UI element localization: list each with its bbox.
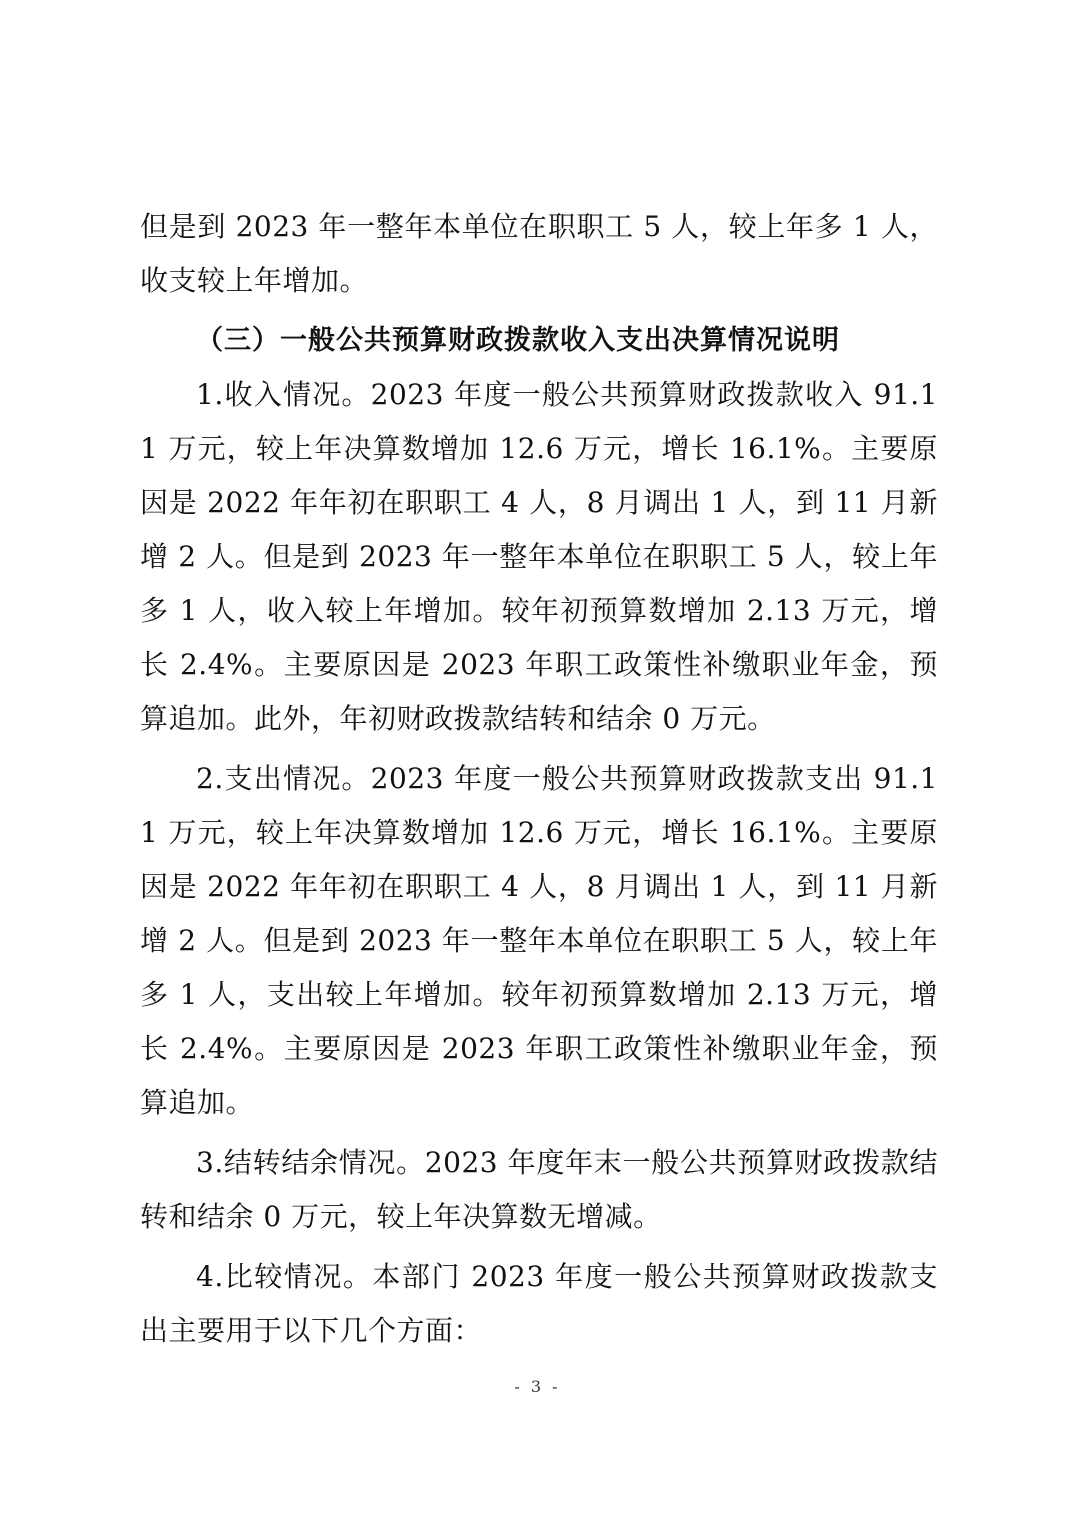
paragraph-comparison: 4.比较情况。本部门 2023 年度一般公共预算财政拨款支出主要用于以下几个方面： [140, 1260, 938, 1347]
document-body [140, 200, 938, 1358]
paragraph-income: 1.收入情况。2023 年度一般公共预算财政拨款收入 91.11 万元，较上年决算数增加 12.6 万元，增长 16.1%。主要原因是 2022 年年初在职职工 4 人，8 月调出 1 人，到 11 月新增 2 人。但是到 2023 年一整年本单位在职职工 5 人，较上年多 1 人，收入较上年增加。较年初预算数增加 2.13 万元，增长 2.4%。主要原因是 2023 年职工政策性补缴职业年金，预算追加。此外，年初财政拨款结转和结余 0 万元。 [140, 378, 938, 735]
page-number: - 3 - [514, 1377, 561, 1396]
paragraph-continuation: 但是到 2023 年一整年本单位在职职工 5 人，较上年多 1 人，收支较上年增加。 [140, 210, 938, 297]
paragraph-carryover: 3.结转结余情况。2023 年度年末一般公共预算财政拨款结转和结余 0 万元，较上年决算数无增减。 [140, 1146, 938, 1233]
section-heading: （三）一般公共预算财政拨款收入支出决算情况说明 [196, 325, 840, 356]
paragraph-expenditure: 2.支出情况。2023 年度一般公共预算财政拨款支出 91.11 万元，较上年决算数增加 12.6 万元，增长 16.1%。主要原因是 2022 年年初在职职工 4 人，8 月调出 1 人，到 11 月新增 2 人。但是到 2023 年一整年本单位在职职工 5 人，较上年多 1 人，支出较上年增加。较年初预算数增加 2.13 万元，增长 2.4%。主要原因是 2023 年职工政策性补缴职业年金，预算追加。 [140, 762, 938, 1119]
